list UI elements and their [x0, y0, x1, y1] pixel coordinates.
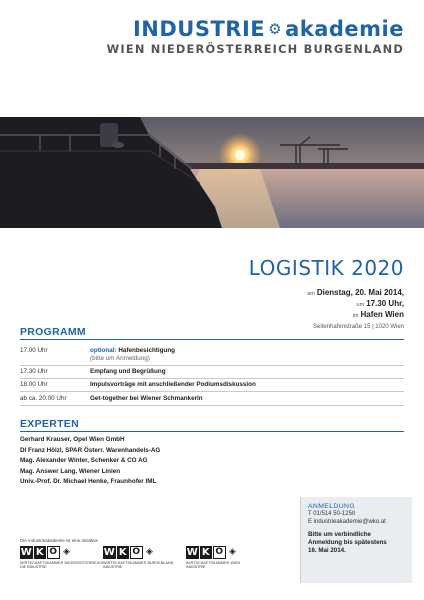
anmeldung-note — [308, 531, 405, 555]
experten-rule — [20, 431, 404, 432]
programm-divider — [20, 378, 404, 379]
wko-eagle-icon: ◈ — [144, 546, 156, 559]
programm-divider — [20, 391, 404, 392]
expert-item: Mag. Answer Lang, Wiener Linien — [20, 467, 121, 475]
event-time-line — [307, 299, 404, 310]
gear-icon: ⚙ — [268, 20, 283, 38]
initiative-caption: Die Industrieakademie ist eine Initiative — [20, 538, 99, 543]
logo-subtitle: WIEN NIEDERÖSTERREICH BURGENLAND — [106, 42, 404, 56]
anmeldung-note-line: 16. Mai 2014. — [308, 547, 346, 554]
programm-divider — [20, 365, 404, 366]
wko-letter: O — [47, 546, 60, 559]
wko-logo-line2: INDUSTRIE — [103, 565, 123, 569]
expert-item: Univ.-Prof. Dr. Michael Henke, Fraunhofer IML — [20, 478, 157, 486]
experten-list — [20, 435, 160, 488]
anmeldung-heading: ANMELDUNG — [308, 503, 356, 510]
programm-text: Impulsvorträge mit anschließender Podiumsdiskussion — [90, 381, 256, 388]
programm-time: 17.30 Uhr — [20, 368, 48, 375]
wko-logo-line1: WIRTSCHAFTSKAMMER NIEDERÖSTERREICH — [20, 561, 104, 565]
programm-divider — [20, 405, 404, 406]
event-date-line — [307, 288, 404, 299]
anmeldung-email[interactable]: E industrieakademie@wko.at — [308, 519, 386, 525]
experten-heading: EXPERTEN — [20, 418, 79, 430]
wko-logo-line1: WIRTSCHAFTSKAMMER WIEN — [186, 561, 241, 565]
wko-mark — [103, 546, 161, 559]
programm-time: ab ca. 20.00 Uhr — [20, 395, 67, 402]
wko-letter: K — [200, 546, 213, 559]
industrie-akademie-logo — [107, 18, 404, 56]
expert-item: DI Franz Hölzl, SPAR Österr. Warenhandels-AG — [20, 446, 161, 454]
event-place: Hafen Wien — [360, 310, 404, 319]
wko-letter: K — [117, 546, 130, 559]
wko-mark — [186, 546, 244, 559]
programm-desc — [90, 347, 175, 363]
programm-time: 18.00 Uhr — [20, 381, 48, 388]
date-prefix: am — [307, 291, 315, 297]
optional-label: optional: — [90, 347, 117, 354]
event-time: 17.30 Uhr, — [366, 299, 404, 308]
logo-word-akademie: akademie — [285, 17, 404, 41]
time-prefix: um — [356, 302, 365, 308]
wko-logo-burgenland — [103, 546, 174, 569]
event-info — [307, 288, 404, 332]
wko-logo-line1: WIRTSCHAFTSKAMMER BURGENLAND — [103, 561, 174, 565]
programm-time: 17.00 Uhr — [20, 347, 48, 354]
logo-word-industrie: INDUSTRIE — [132, 17, 266, 41]
anmeldung-note-line: Anmeldung bis spätestens — [308, 539, 387, 546]
anmeldung-phone: T 01/514 50-1250 — [308, 511, 356, 517]
wko-letter: W — [20, 547, 32, 558]
wko-letter: O — [130, 546, 143, 559]
place-prefix: im — [352, 313, 359, 319]
expert-item: Gerhard Krauser, Opel Wien GmbH — [20, 436, 125, 443]
programm-heading: PROGRAMM — [20, 326, 86, 338]
wko-logo-niederoesterreich — [20, 546, 104, 569]
event-address: Seitenhafenstraße 15 | 1020 Wien — [313, 324, 404, 330]
logo-wordmark — [107, 18, 404, 40]
wko-logo-wien — [186, 546, 244, 569]
programm-text: Get-together bei Wiener Schmankerln — [90, 395, 203, 402]
expert-item: Mag. Alexander Winter, Schenker & CO AG — [20, 457, 148, 465]
programm-text: Empfang und Begrüßung — [90, 368, 166, 375]
wko-logo-line2: DIE INDUSTRIE — [20, 565, 47, 569]
wko-letter: W — [103, 547, 115, 558]
wko-eagle-icon: ◈ — [61, 546, 73, 559]
event-title: LOGISTIK 2020 — [248, 256, 404, 280]
event-date: Dienstag, 20. Mai 2014, — [316, 288, 404, 297]
anmeldung-box — [300, 497, 412, 583]
wko-letter: W — [186, 547, 198, 558]
harbor-sunset-photo — [0, 117, 424, 228]
wko-letter: K — [34, 546, 47, 559]
wko-mark — [20, 546, 78, 559]
programm-note: (bitte um Anmeldung) — [90, 355, 150, 362]
wko-logo-line2: INDUSTRIE — [186, 565, 206, 569]
wko-letter: O — [213, 546, 226, 559]
programm-text: Hafenbesichtigung — [118, 347, 176, 354]
event-place-line — [307, 310, 404, 321]
anmeldung-note-line: Bitte um verbindliche — [308, 531, 371, 538]
wko-eagle-icon: ◈ — [227, 546, 239, 559]
programm-rule — [20, 339, 404, 340]
